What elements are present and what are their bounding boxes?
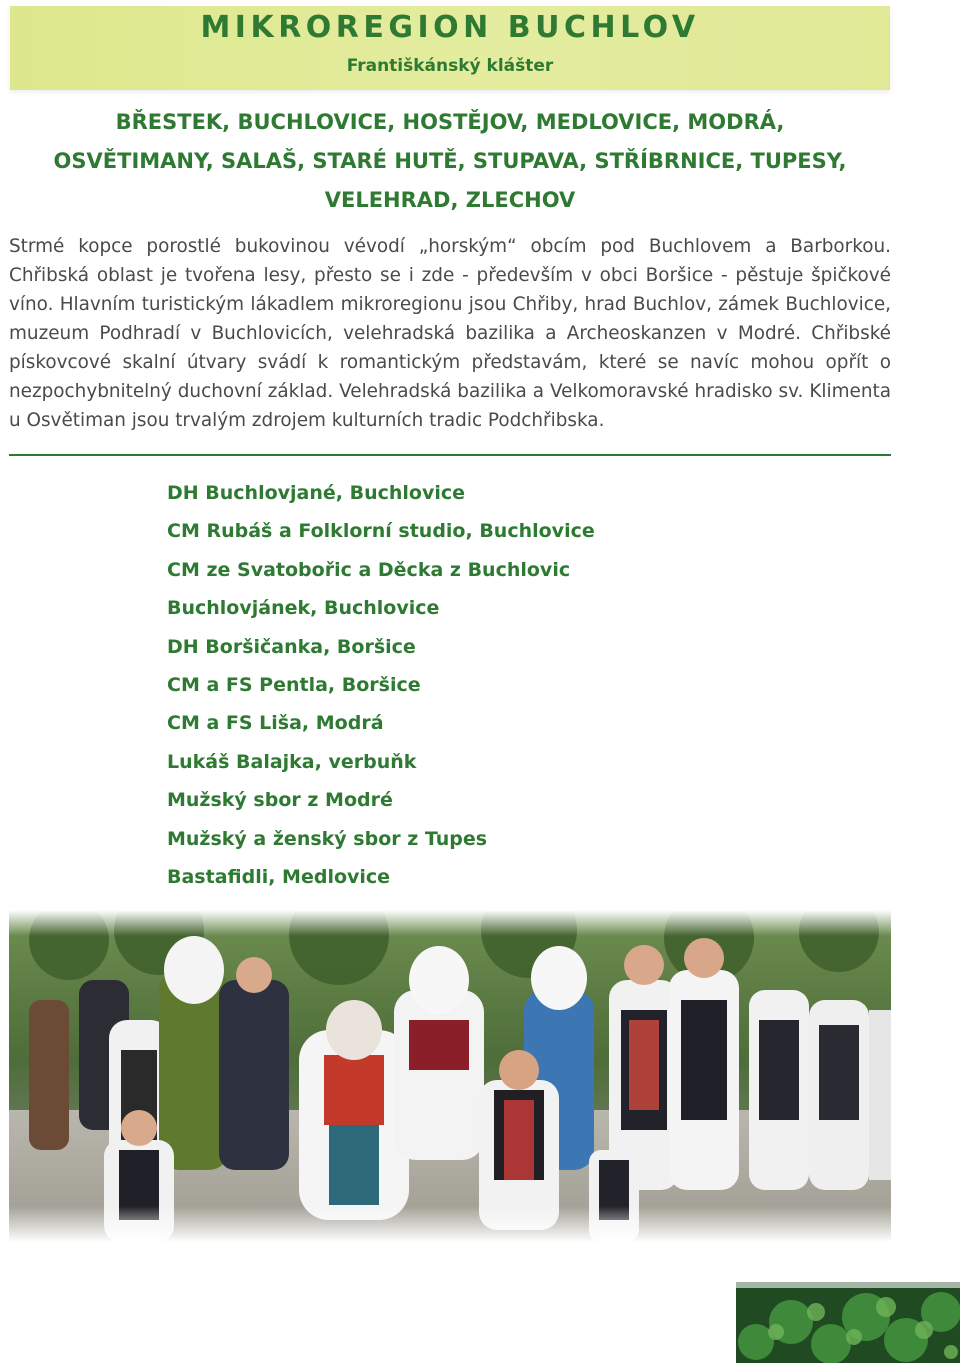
village-line: BŘESTEK, BUCHLOVICE, HOSTĚJOV, MEDLOVICE, MODRÁ, (115, 110, 785, 134)
ensemble-list (167, 476, 595, 898)
section-divider (9, 454, 891, 456)
village-line: VELEHRAD, ZLECHOV (324, 188, 576, 212)
ensemble-item: Mužský sbor z Modré (167, 789, 393, 812)
ensemble-item: CM a FS Pentla, Boršice (167, 673, 421, 696)
ensemble-item: CM a FS Liša, Modrá (167, 712, 384, 735)
ensemble-item: Bastafidli, Medlovice (167, 865, 391, 888)
ensemble-item: Mužský a ženský sbor z Tupes (167, 827, 488, 850)
ensemble-item: Lukáš Balajka, verbuňk (167, 750, 417, 773)
ensemble-item: Buchlovjánek, Buchlovice (167, 597, 440, 620)
folklore-procession-photo (9, 910, 891, 1242)
corner-foliage-image (736, 1282, 960, 1363)
ensemble-item: DH Buchlovjané, Buchlovice (167, 482, 466, 504)
ensemble-item: CM ze Svatobořic a Děcka z Buchlovic (167, 558, 571, 581)
page-subtitle: Františkánský klášter (346, 56, 554, 76)
village-line: OSVĚTIMANY, SALAŠ, STARÉ HUTĚ, STUPAVA, STŘÍBRNICE, TUPESY, (53, 149, 847, 173)
ensemble-item: DH Boršičanka, Boršice (167, 635, 416, 658)
page-title: MIKROREGION BUCHLOV (200, 10, 700, 45)
ensemble-item: CM Rubáš a Folklorní studio, Buchlovice (167, 520, 595, 543)
intro-paragraph: Strmé kopce porostlé bukovinou vévodí „horským“ obcím pod Buchlovem a Barborkou. Chřibská oblast je tvořena lesy, přesto se i zde - především v obci Boršice - pěstuje špičkové víno. Hlavním turistickým lákadlem mikroregionu jsou Chřiby, hrad Buchlov, zámek Buchlovice, muzeum Podhradí v Buchlovicích, velehradská bazilika a Archeoskanzen v Modré. Chřibské pískovcové skalní útvary svádí k romantickým představám, které se navíc mohou opřít o nezpochybnitelný duchovní základ. Velehradská bazilika a Velkomoravské hradisko sv. Klimenta u Osvětiman jsou trvalým zdrojem kulturních tradic Podchřibska. (9, 236, 891, 431)
village-list (0, 103, 900, 220)
